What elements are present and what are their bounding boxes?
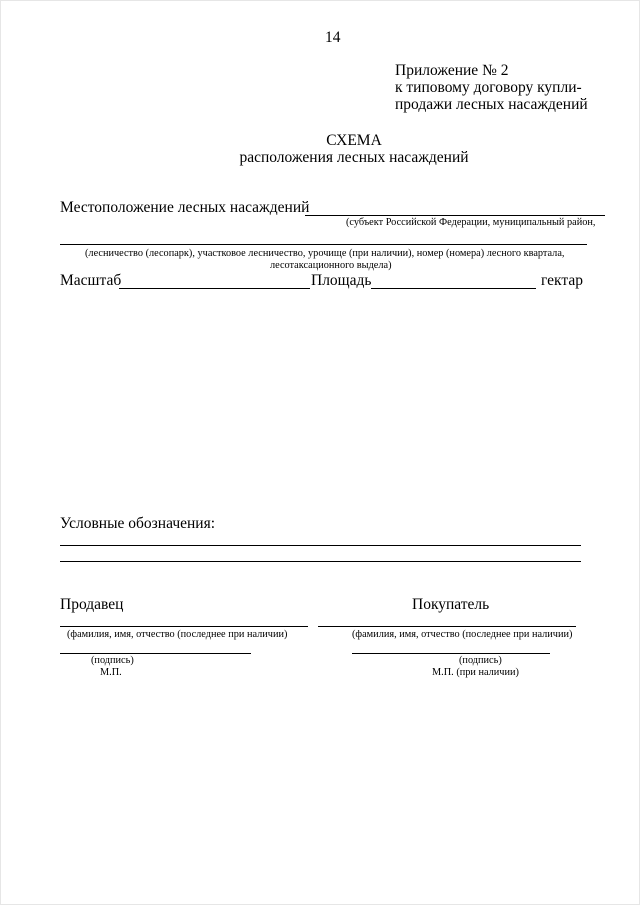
page-number: 14 [325,29,341,46]
seller-signature-hint: (подпись) [91,655,134,666]
location-hint-1: (субъект Российской Федерации, муниципальный район, [346,217,596,228]
area-unit: гектар [541,272,583,289]
seller-signature-line[interactable] [60,653,251,654]
buyer-signature-hint: (подпись) [459,655,502,666]
buyer-name-line[interactable] [318,626,576,627]
scale-label: Масштаб [60,272,122,289]
appendix-line-3: продажи лесных насаждений [395,96,588,113]
buyer-signature-line[interactable] [352,653,550,654]
document-subtitle: расположения лесных насаждений [239,149,469,166]
legend-input-line-1[interactable] [60,545,581,546]
legend-label: Условные обозначения: [60,515,216,532]
location-input-line-2[interactable] [60,244,587,245]
seller-name-line[interactable] [60,626,308,627]
document-title: СХЕМА [326,132,382,149]
appendix-line-1: Приложение № 2 [395,62,509,79]
location-input-line-1[interactable] [305,215,605,216]
seller-name-hint: (фамилия, имя, отчество (последнее при наличии) [67,629,288,640]
buyer-stamp: М.П. (при наличии) [432,667,519,678]
location-hint-2: (лесничество (лесопарк), участковое лесничество, урочище (при наличии), номер (номера) лесного квартала, [85,248,565,259]
seller-label: Продавец [60,596,124,613]
buyer-name-hint: (фамилия, имя, отчество (последнее при наличии) [352,629,573,640]
legend-input-line-2[interactable] [60,561,581,562]
area-label: Площадь [311,272,372,289]
location-label: Местоположение лесных насаждений [60,199,310,216]
buyer-label: Покупатель [412,596,490,613]
appendix-line-2: к типовому договору купли- [395,79,582,96]
seller-stamp: М.П. [100,667,122,678]
location-hint-3: лесотаксационного выдела) [270,260,392,271]
scale-input-line[interactable] [119,288,310,289]
area-input-line[interactable] [371,288,536,289]
